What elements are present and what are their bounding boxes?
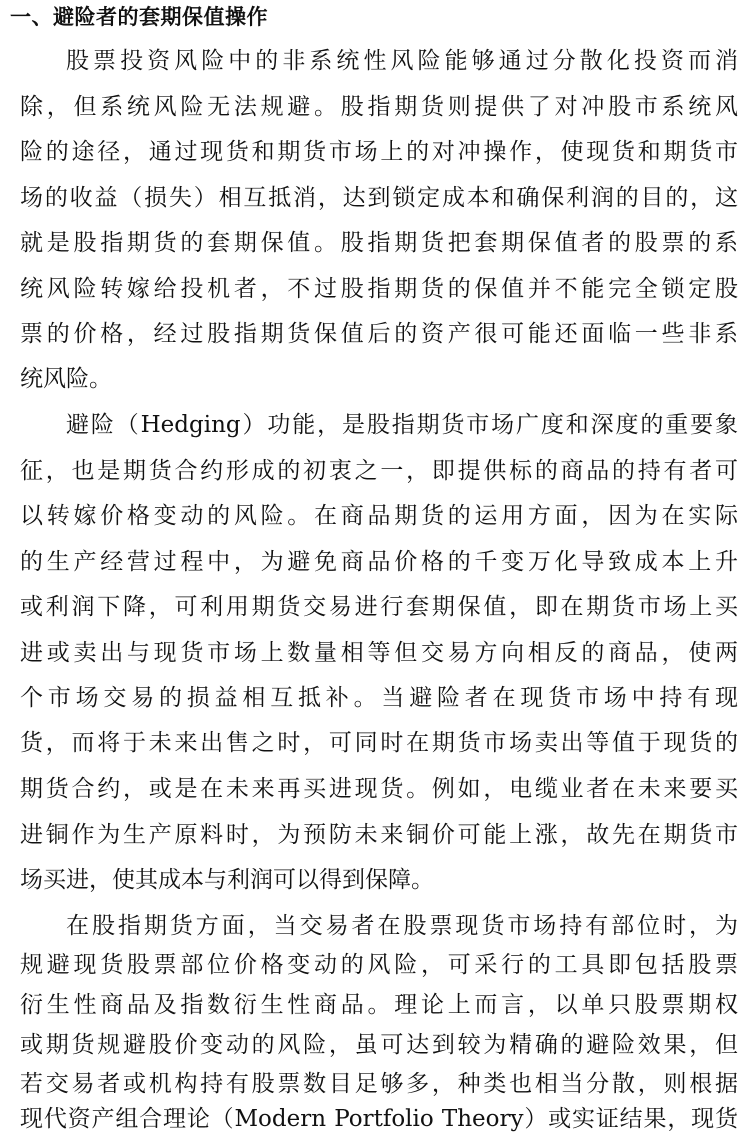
paragraph-3-line-4: 或期货规避股价变动的风险，虽可达到较为精确的避险效果，但 <box>20 1032 738 1058</box>
paragraph-3-line-5: 若交易者或机构持有股票数目足够多，种类也相当分散，则根据 <box>20 1071 738 1097</box>
paragraph-1-line-1: 股票投资风险中的非系统性风险能够通过分散化投资而消 <box>66 48 738 74</box>
paragraph-2-line-4: 的生产经营过程中，为避免商品价格的千变万化导致成本上升 <box>20 549 738 575</box>
paragraph-1-line-5: 就是股指期货的套期保值。股指期货把套期保值者的股票的系 <box>20 230 738 256</box>
paragraph-1-line-2: 除，但系统风险无法规避。股指期货则提供了对冲股市系统风 <box>20 94 738 120</box>
paragraph-1-line-4: 场的收益（损失）相互抵消，达到锁定成本和确保利润的目的，这 <box>20 185 738 211</box>
paragraph-2-line-1: 避险（Hedging）功能，是股指期货市场广度和深度的重要象 <box>66 412 738 438</box>
paragraph-1-line-3: 险的途径，通过现货和期货市场上的对冲操作，使现货和期货市 <box>20 139 738 165</box>
paragraph-3-line-2: 规避现货股票部位价格变动的风险，可采行的工具即包括股票 <box>20 952 738 978</box>
paragraph-2-line-8: 货，而将于未来出售之时，可同时在期货市场卖出等值于现货的 <box>20 730 738 756</box>
paragraph-1-line-8: 统风险。 <box>20 366 112 392</box>
paragraph-2-line-11: 场买进，使其成本与利润可以得到保障。 <box>20 867 434 893</box>
paragraph-2-line-7: 个市场交易的损益相互抵补。当避险者在现货市场中持有现 <box>20 685 738 711</box>
paragraph-1-line-7: 票的价格，经过股指期货保值后的资产很可能还面临一些非系 <box>20 321 738 347</box>
paragraph-2-line-3: 以转嫁价格变动的风险。在商品期货的运用方面，因为在实际 <box>20 503 738 529</box>
paragraph-2-line-2: 征，也是期货合约形成的初衷之一，即提供标的商品的持有者可 <box>20 458 738 484</box>
paragraph-3-line-6: 现代资产组合理论（Modern Portfolio Theory）或实证结果，现货 <box>20 1106 738 1132</box>
section-heading: 一、避险者的套期保值操作 <box>10 5 268 29</box>
paragraph-1-line-6: 统风险转嫁给投机者，不过股指期货的保值并不能完全锁定股 <box>20 276 738 302</box>
paragraph-2-line-9: 期货合约，或是在未来再买进现货。例如，电缆业者在未来要买 <box>20 776 738 802</box>
paragraph-3-line-3: 衍生性商品及指数衍生性商品。理论上而言，以单只股票期权 <box>20 992 738 1018</box>
paragraph-2-line-5: 或利润下降，可利用期货交易进行套期保值，即在期货市场上买 <box>20 594 738 620</box>
paragraph-2-line-10: 进铜作为生产原料时，为预防未来铜价可能上涨，故先在期货市 <box>20 822 738 848</box>
paragraph-2-line-6: 进或卖出与现货市场上数量相等但交易方向相反的商品，使两 <box>20 640 738 666</box>
paragraph-3-line-1: 在股指期货方面，当交易者在股票现货市场持有部位时，为 <box>66 913 738 939</box>
